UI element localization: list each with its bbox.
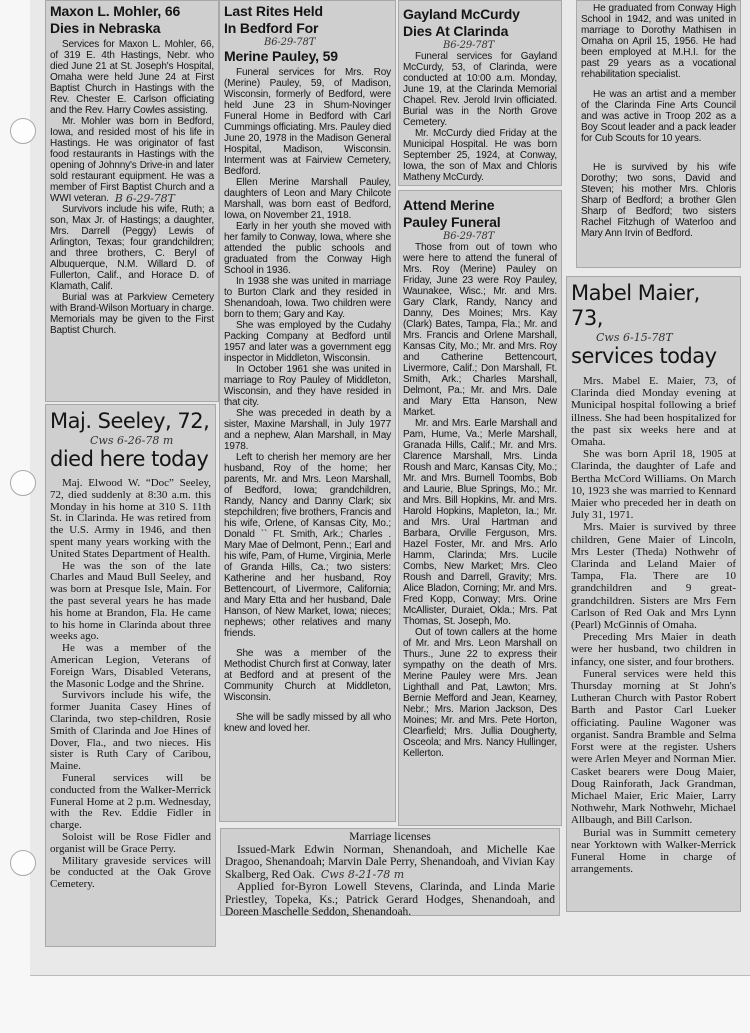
handwritten-note: B6-29-78T [443, 231, 495, 242]
headline: Merine Pauley, 59 [224, 48, 338, 64]
headline: Dies in Nebraska [50, 20, 161, 36]
headline: died here today [50, 447, 209, 471]
paragraph: She will be sadly missed by all who knew and loved her. [224, 712, 391, 734]
handwritten-note: B 6-29-78T [114, 192, 175, 205]
paragraph: Funeral services were held this Thursday morning at St John's Lutheran Church with Pastor Robert Barth and Pastor Carl Lueker officiating. Pauline Wagoner was organist. Sandra Bramble and Selma Forst were at the register. Ushers were Arlen Meyer and Norman Mier. Casket bearers were Doug Maier, Doug Rainforath, Jack Grandman, Michael Maier, Eric Maier, Larry Nothwehr, Mark Nothwehr, Michael Allbaugh, and Bill Carlson. [571, 667, 736, 827]
paragraph: He was a member of the American Legion, Veterans of Foreign Wars, Disabled Veterans, the Masonic Lodge and the Shrine. [50, 642, 211, 690]
paragraph: Ellen Merine Marshall Pauley, daughters of Leon and Mary Chilcote Marshall, was born east of Bedford, Iowa, on November 21, 1918. [224, 177, 391, 221]
handwritten-note: B6-29-78T [443, 40, 495, 51]
paragraph: In October 1961 she was united in marriage to Roy Pauley of Middleton, Wisconsin, and they have resided in that city. [224, 364, 391, 408]
paragraph: Maj. Elwood W. “Doc” Seeley, 72, died suddenly at 8:30 a.m. this Monday in his home at 310 S. 11th St. in Clarinda. He was retired from the U.S. Army in 1946, and then spent many years working with the United States Department of Health. [50, 477, 211, 560]
paragraph [225, 844, 555, 882]
paragraph: She was preceded in death by a sister, Maxine Marshall, in July 1977 and a nephew, Alan Marshall, in May 1978. [224, 408, 391, 452]
binder-hole [10, 118, 36, 144]
paragraph: Survivors include his wife, Ruth; a son, Max Jr. of Hastings; a daughter, Mrs. Darrell (Peggy) Lewis of Arlington, Texas; four grandchildren; and three brothers, C. Beryl of Albuquerque, N.M. Willard D. of Fullerton, Calif., and Horace D. of Klamath, Calif. [50, 204, 214, 292]
handwritten-note: B6-29-78T [264, 37, 316, 48]
clipping-seeley-obituary [45, 404, 216, 947]
headline: In Bedford For [224, 20, 319, 36]
paragraph: Mrs. Mabel E. Maier, 73, of Clarinda died Monday evening at Municipal hospital following a brief illness. She had been hospitalized for the past six weeks here and at Omaha. [571, 375, 736, 449]
section-title: Marriage licenses [349, 831, 431, 843]
headline: Pauley Funeral [403, 214, 501, 230]
paragraph: Out of town callers at the home of Mr. and Mrs. Leon Marshall on Thurs., June 22 to express their sympathy on the death of Mrs. Merine Pauley were Mrs. Jean Lighthall and Pat, Lawton; Mrs. Bernie Mefford and Jean, Kearney, Nebr.; Mrs. Marion Jackson, Des Moines; Mr. and Mrs. Pete Horton, Clearfield; Mrs. Jullia Dougherty, Osceola; and Mrs. Nancy Hullinger, Kellerton. [403, 627, 557, 759]
paragraph: Early in her youth she moved with her family to Conway, Iowa, where she attended the public schools and graduated from the Conway High School in 1936. [224, 221, 391, 276]
clipping-mccurdy-obituary [398, 0, 562, 186]
headline: services today [571, 344, 717, 368]
headline: Attend Merine [403, 197, 495, 213]
paragraph: Survivors include his wife, the former Juanita Casey Hines of Clarinda, two step-children, Rosie Smith of Clarinda and Joe Hines of Dover, Fla., and two nieces. His sister is Ruth Cary of Caribou, Maine. [50, 689, 211, 773]
headline: Dies At Clarinda [403, 23, 509, 39]
paragraph: She was a member of the Methodist Church first at Conway, later at Bedford and at present of the Community Church at Middleton, Wisconsin. [224, 648, 391, 703]
paragraph: Burial was in Summitt cemetery near Yorktown with Walker-Merrick Funeral Home in charge of arrangements. [571, 826, 736, 876]
paragraph: Services for Maxon L. Mohler, 66, of 319 E. 4th Hastings, Nebr. who died June 21 at St. Joseph's Hospital, Omaha were held June 24 at First Baptist Church in Hastings with the Rev. Chester E. Carlson officiating and the Rev. Harry Cowles assisting. [50, 39, 214, 116]
paragraph: Applied for-Byron Lowell Stevens, Clarinda, and Linda Marie Priestley, Topeka, Ks.; Patrick Gerard Hodges, Shenandoah, and Doreen Maschelle Seddon, Shenandoah. [225, 881, 555, 918]
paragraph: She was born April 18, 1905 at Clarinda, the daughter of Lafe and Bertha McCord Williams. On March 10, 1923 she was married to Kennard Maier who preceded her in death on July 31, 1971. [571, 448, 736, 522]
paragraph [50, 116, 214, 204]
paragraph: Mr. McCurdy died Friday at the Municipal Hospital. He was born September 25, 1924, at Conway, Iowa, the son of Max and Chloris Matheny McCurdy. [403, 128, 557, 183]
clipping-mohler-obituary [45, 0, 219, 402]
binder-hole [10, 470, 36, 496]
clipping-attend-pauley-funeral [398, 190, 562, 826]
handwritten-note: Cws 6-26-78 m [90, 434, 174, 447]
paragraph: Funeral services will be conducted from the Walker-Merrick Funeral Home at 2 p.m. Wednesday, with the Rev. Eddie Fidler in charge. [50, 771, 211, 832]
headline: Mabel Maier, 73, [571, 281, 700, 330]
paragraph: She was employed by the Cudahy Packing Company at Bedford until 1957 and later was a government egg inspector in Middleton, Wisconsin. [224, 320, 391, 364]
handwritten-note: Cws 6-15-78T [596, 331, 673, 344]
paragraph: Funeral services for Gayland McCurdy, 53, of Clarinda, were conducted at 10:00 a.m. Monday, June 19, at the Clarinda Memorial Chapel. Rev. Jerold Irvin officiated. Burial was in the North Grove Cemetery. [403, 51, 557, 128]
headline: Gayland McCurdy [403, 6, 520, 22]
paragraph: In 1938 she was united in marriage to Burton Clark and they resided in Shenandoah, Iowa. Two children were born to them; Gary and Kay. [224, 276, 391, 320]
clipping-marriage-licenses [220, 828, 560, 916]
paragraph: Mrs. Maier is survived by three children, Gene Maier of Lincoln, Mrs Lester (Theda) Nothwehr of Clarinda and Leland Maier of Tampa, Fla. There are 10 grandchildren and 9 great-grandchildren. Sisters are Mrs Fern Carlson of Red Oak and Mrs Lynn (Pearl) McGinnis of Omaha. [571, 521, 736, 632]
clipping-sharp-obituary-continued [576, 0, 741, 268]
paragraph: Preceding Mrs Maier in death were her husband, two children in infancy, one sister, and four brothers. [571, 631, 736, 668]
paragraph: Those from out of town who were here to attend the funeral of Mrs. Roy (Merine) Pauley on Friday, June 23 were Roy Pauley, Waunakee, Wisc.; Mr. and Mrs. Gary Clark, Randy, Nancy and Danny, Des Moines; Mrs. Kay (Clark) Bates, Tampa, Fla.; Mr. and Mrs. Francis and Orlene Marshall, Kansas City, Mo.; Mr. and Mrs. Roy and Catherine Bettencourt, Livermore, Calif.; Don Marshall, Ft. Smith, Ark.; Charles Marshall, Delmont, Pa.; Mr. and Mrs. Dale and Mary Etta Hanson, New Market. [403, 242, 557, 418]
headline: Maj. Seeley, 72, [50, 409, 210, 433]
paragraph-text: Mr. Mohler was born in Bedford, Iowa, and resided most of his life in Hastings. He was originator of fast food restaurants in Hastings with the opening of Johnny's Drive-in and later sold restaurant equipment. He was a member of First Baptist Church and a WWI veteran. [50, 116, 214, 204]
paragraph: He was the son of the late Charles and Maud Bull Seeley, and was born at Presque Isle, Main. For the past several years he has made his home at Brandon, Fla. He came to his home in Clarinda about three weeks ago. [50, 559, 211, 643]
paragraph: Mr. and Mrs. Earle Marshall and Pam, Hume, Va.; Merle Marshall, Granada Hills, Calif.; Mr. and Mrs. Clarence Marshall, Mrs. Linda Roush and Marc, Kansas City, Mo.; Mr. and Mrs. Burnell Toombs, Bob and Laurie, Blue Springs, Mo.; Mr. and Mrs. Bill Hopkins, Mr. and Mrs. Harold Hopkins, Mapleton, Ia.; Mr. and Mrs. Ural Hartman and Barbara, Orville Ferguson, Mrs. Hazel Foster, Mr. and Mrs. Arlo Hamm, Clarinda; Mrs. Lucile Combs, New Market; Mrs. Cleo Roush and Darrell, Gravity; Mrs. Alice Bladon, Corning; Mr. and Mrs. Fred Kopp, Conway; Mrs. Orine McAllister, Duraiet, Okla.; Mrs. Pat Thomas, St. Joseph, Mo. [403, 418, 557, 627]
paragraph: Left to cherish her memory are her husband, Roy of the home; her parents, Mr. and Mrs. Leon Marshall, of Bedford, Iowa; grandchildren, Randy, Nancy and Danny Clark; six stepchildren; five brothers, Francis and his wife, Orlene, of Kansas City, Mo.; Donald `` Ft. Smith, Ark.; Charles . Mary Mae of Delmont, Penn.; Earl and his wife, Pam, of Hume, Virginia, Merle of Granda Hills, Ca.; two sisters: Katherine and her husband, Roy Bettencourt, of Livermore, California; and Mary Etta and her husband, Dale Hanson, of New Market, Iowa; nieces; nephews; other relatives and many friends. [224, 452, 391, 639]
headline: Maxon L. Mohler, 66 [50, 3, 181, 19]
paragraph: He is survived by his wife Dorothy; two sons, David and Steven; his mother Mrs. Chloris Sharp of Bedford; a brother Glen Sharp of Bedford; two sisters Rachel Fitzhugh of Waterloo and Mary Ann Irvin of Bedford. [581, 162, 736, 239]
headline: Last Rites Held [224, 3, 323, 19]
paragraph: Military graveside services will be conducted at the Oak Grove Cemetery. [50, 854, 211, 891]
handwritten-note: Cws 8-21-78 m [320, 867, 405, 881]
binder-hole [10, 850, 36, 876]
paragraph: He was an artist and a member of the Clarinda Fine Arts Council and was active in Troop 202 as a Boy Scout leader and a pack leader for Cub Scouts for 10 years. [581, 89, 736, 144]
paragraph: Funeral services for Mrs. Roy (Merine) Pauley, 59, of Madison, Wisconsin, formerly of Bedford, were held June 23 in Shum-Novinger Funeral Home in Bedford with Carl Cummings officiating. Mrs. Pauley died June 20, 1978 in the Madison General Hospital, Madison, Wisconsin. Interment was at Fairview Cemetery, Bedford. [224, 67, 391, 177]
clipping-pauley-obituary [219, 0, 396, 822]
paragraph: He graduated from Conway High School in 1942, and was united in marriage to Dorothy Mathisen in Omaha on April 15, 1956. He had been employed at M.H.I. for the past 29 years as a vocational rehabilitation specialist. [581, 3, 736, 80]
paragraph: Soloist will be Rose Fidler and organist will be Grace Perry. [50, 830, 211, 855]
paragraph: Burial was at Parkview Cemetery with Brand-Wilson Mortuary in charge. Memorials may be given to the First Baptist Church. [50, 292, 214, 336]
paragraph-text: Issued-Mark Edwin Norman, Shenandoah, and Michelle Kae Dragoo, Shenandoah; Marvin Dale Perry, Shenandoah, and Vivian Kay Skalberg, Red Oak. [225, 843, 555, 881]
clipping-maier-obituary [566, 276, 741, 912]
